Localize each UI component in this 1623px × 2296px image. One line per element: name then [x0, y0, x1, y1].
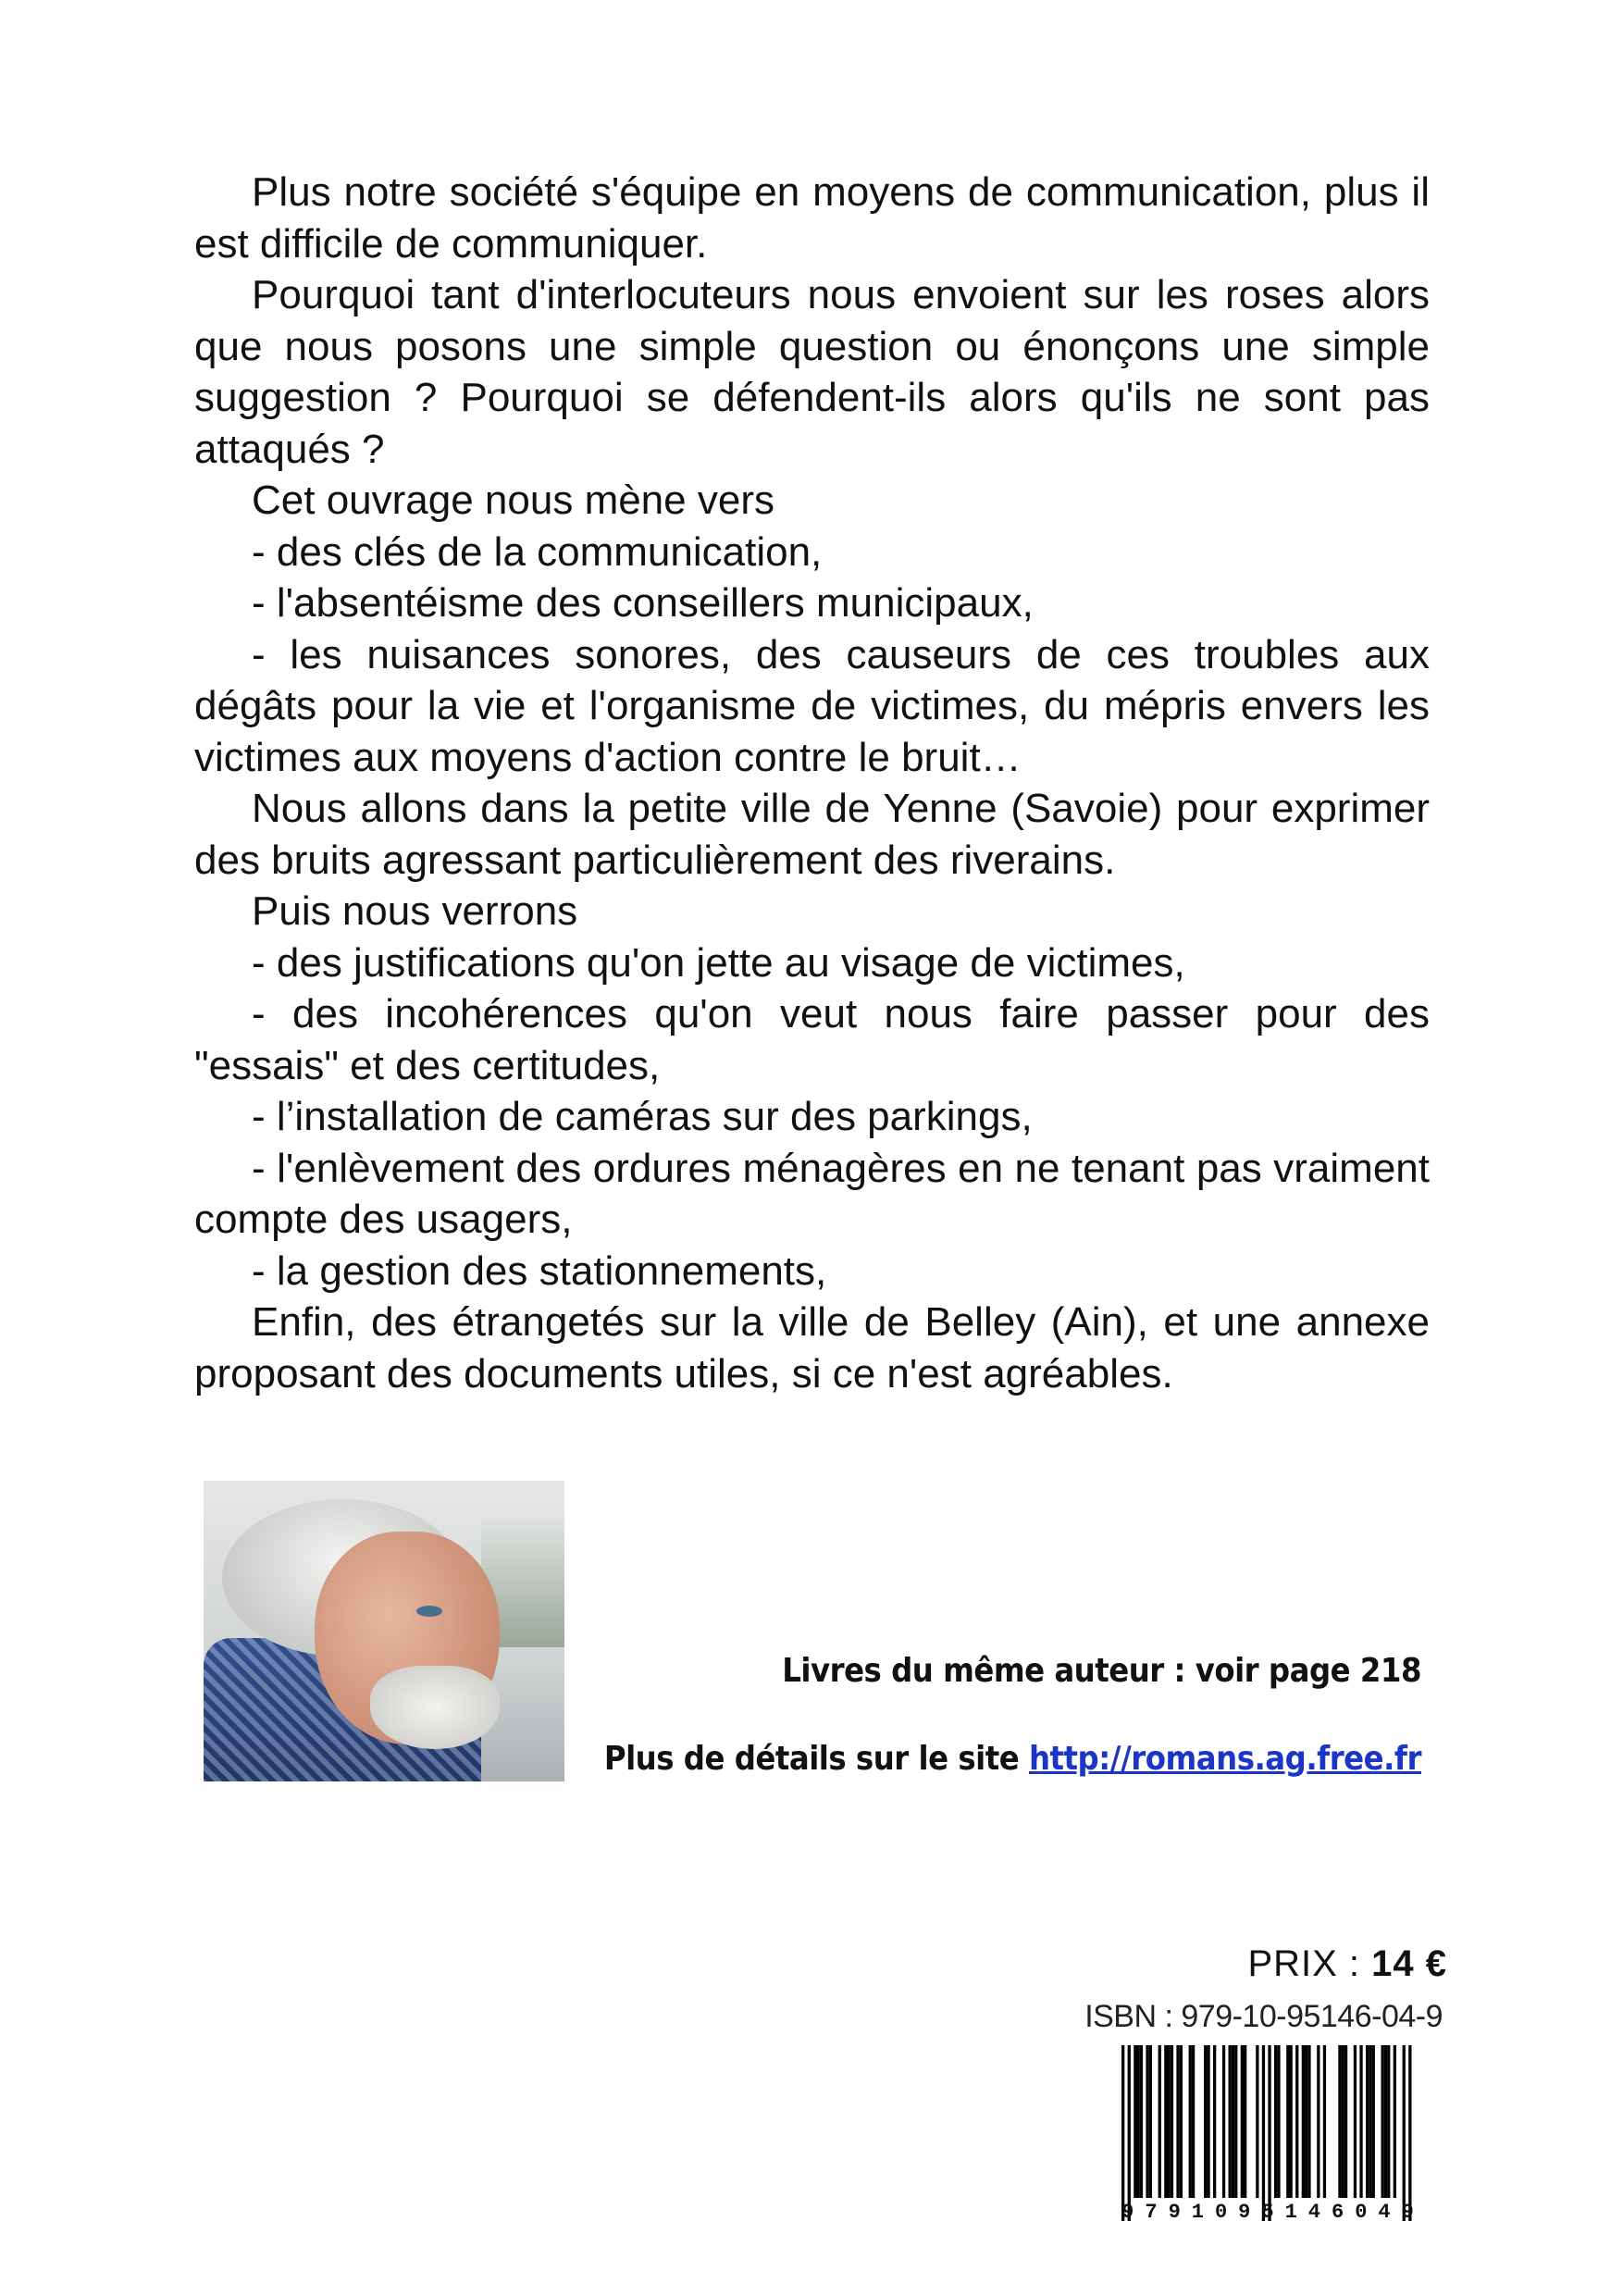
barcode-bar: [1323, 2045, 1326, 2198]
barcode-bar: [1274, 2045, 1277, 2198]
barcode-bars: [1101, 2045, 1445, 2226]
paragraph: Plus notre société s'équipe en moyens de communication, plus il est difficile de communiquer.: [194, 169, 1430, 267]
list-item: - l'enlèvement des ordures ménagères en ne tenant pas vraiment compte des usagers,: [194, 1145, 1430, 1242]
barcode-bar: [1213, 2045, 1216, 2198]
barcode-bar: [1317, 2045, 1319, 2198]
barcode-bar: [1342, 2045, 1344, 2198]
barcode-bar: [1244, 2045, 1246, 2198]
barcode-bar: [1307, 2045, 1310, 2198]
barcode-bar: [1381, 2045, 1384, 2198]
barcode-bar: [1189, 2045, 1192, 2198]
barcode-bar: [1207, 2045, 1209, 2198]
list-item: - des justifications qu'on jette au visage de victimes,: [252, 939, 1185, 986]
barcode-bar: [1158, 2045, 1161, 2198]
paragraph: Cet ouvrage nous mène vers: [252, 478, 774, 523]
website-link[interactable]: http://romans.ag.free.fr: [1028, 1740, 1421, 1778]
barcode-bar: [1234, 2045, 1237, 2198]
price-label: PRIX :: [1247, 1943, 1372, 1984]
barcode-bar: [1192, 2045, 1195, 2198]
author-photo: [204, 1481, 564, 1781]
barcode-bar: [1232, 2045, 1234, 2198]
website-line: [604, 1740, 1421, 1778]
barcode-bar: [1137, 2045, 1140, 2198]
barcode-bar: [1164, 2045, 1167, 2198]
photo-eye: [416, 1606, 442, 1617]
barcode-bar: [1128, 2045, 1131, 2221]
barcode-bar: [1268, 2045, 1270, 2221]
barcode-bar: [1290, 2045, 1293, 2198]
paragraph: Pourquoi tant d'interlocuteurs nous envoient sur les roses alors que nous posons une simple question ou énonçons une simple suggestion ? Pourquoi se défendent-ils alors qu'ils ne sont pas attaqués ?: [194, 272, 1430, 472]
barcode-bar: [1140, 2045, 1143, 2198]
barcode-bar: [1384, 2045, 1387, 2198]
barcode-bar: [1354, 2045, 1357, 2198]
website-prefix: Plus de détails sur le site: [603, 1740, 1029, 1778]
list-item: - des clés de la communication,: [252, 528, 823, 575]
barcode-bar: [1176, 2045, 1179, 2198]
list-item: - des incohérences qu'on veut nous faire passer pour des "essais" et des certitudes,: [194, 991, 1430, 1088]
barcode-bar: [1262, 2045, 1265, 2221]
paragraph: Nous allons dans la petite ville de Yenne (Savoie) pour exprimer des bruits agressant particulièrement des riverains.: [194, 786, 1430, 883]
barcode-bar: [1394, 2045, 1396, 2198]
barcode-bar: [1344, 2045, 1347, 2198]
barcode-bar: [1403, 2045, 1406, 2221]
barcode-bar: [1241, 2045, 1244, 2198]
isbn: ISBN : 979-10-95146-04-9: [1084, 1999, 1443, 2034]
barcode-bar: [1369, 2045, 1371, 2198]
list-item: - l'absentéisme des conseillers municipaux,: [252, 580, 1034, 626]
barcode-bar: [1168, 2045, 1171, 2198]
barcode-bar: [1408, 2045, 1411, 2221]
isbn-barcode: [1101, 2045, 1445, 2226]
paragraph: Enfin, des étrangetés sur la ville de Belley (Ain), et une annexe proposant des documents utiles, si ce n'est agréables.: [194, 1299, 1430, 1396]
barcode-bar: [1338, 2045, 1341, 2198]
barcode-bar: [1305, 2045, 1307, 2198]
barcode-bar: [1180, 2045, 1183, 2198]
barcode-bar: [1149, 2045, 1152, 2198]
list-item: - l’installation de caméras sur des parkings,: [252, 1094, 1033, 1139]
barcode-bar: [1277, 2045, 1280, 2198]
photo-beard: [370, 1666, 500, 1749]
barcode-bar: [1171, 2045, 1173, 2198]
list-item: - la gestion des stationnements,: [252, 1247, 827, 1294]
price-amount: 14 €: [1371, 1943, 1447, 1984]
barcode-bar: [1121, 2045, 1124, 2221]
barcode-bar: [1366, 2045, 1369, 2198]
back-cover-text: [194, 167, 1430, 1399]
price: [1247, 1943, 1447, 1985]
barcode-bar: [1359, 2045, 1362, 2198]
barcode-bar: [1302, 2045, 1305, 2198]
other-books-note: Livres du même auteur : voir page 218: [782, 1652, 1421, 1690]
barcode-digits: 9791095146049: [1121, 2201, 1425, 2224]
paragraph: Puis nous verrons: [252, 888, 578, 934]
barcode-bar: [1256, 2045, 1258, 2198]
barcode-bar: [1134, 2045, 1136, 2198]
barcode-bar: [1222, 2045, 1225, 2198]
barcode-bar: [1387, 2045, 1390, 2198]
barcode-bar: [1146, 2045, 1148, 2198]
barcode-bar: [1229, 2045, 1232, 2198]
barcode-bar: [1372, 2045, 1375, 2198]
barcode-bar: [1295, 2045, 1298, 2198]
barcode-bar: [1286, 2045, 1289, 2198]
list-item: - les nuisances sonores, des causeurs de ces troubles aux dégâts pour la vie et l'organisme de victimes, du mépris envers les victimes aux moyens d'action contre le bruit…: [194, 631, 1430, 780]
barcode-bar: [1204, 2045, 1207, 2198]
